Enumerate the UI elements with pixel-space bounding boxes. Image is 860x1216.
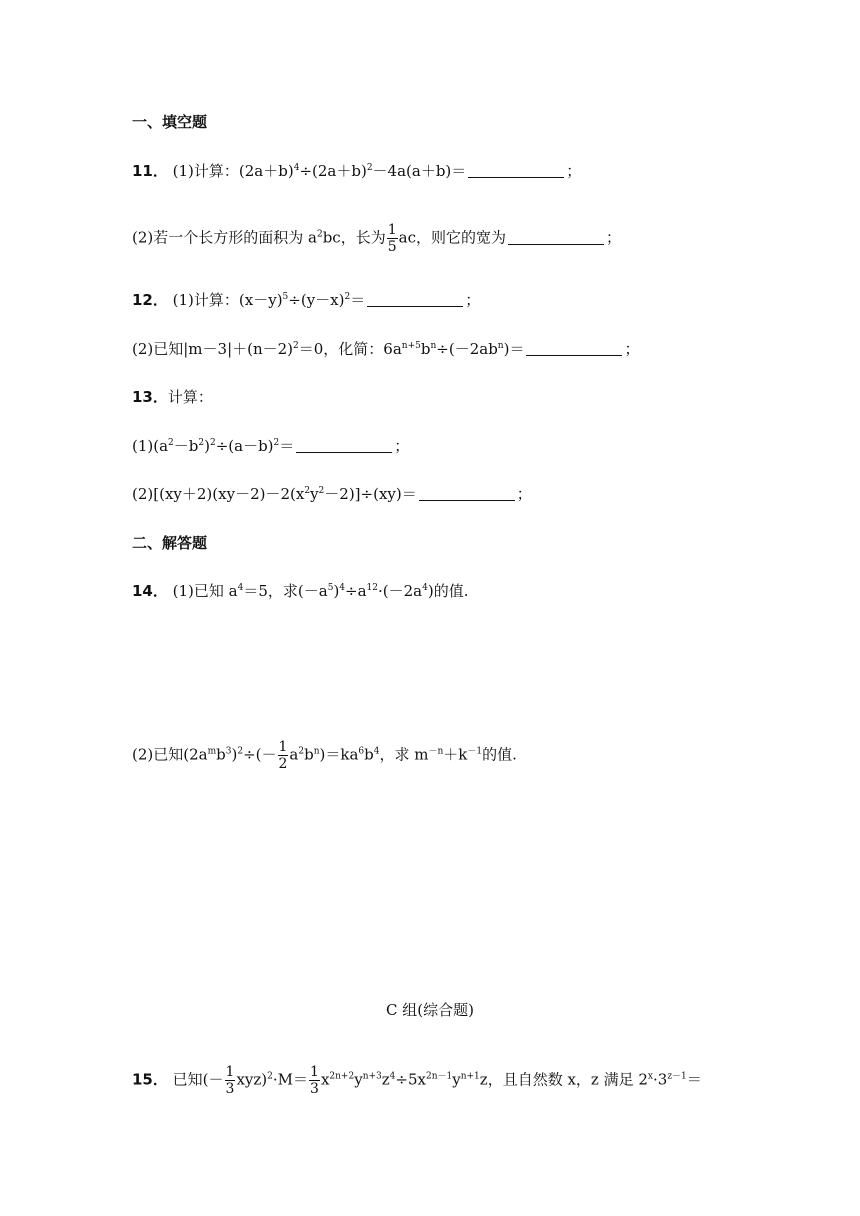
question-11-part-1: 11． (1)计算：$(2a+b)^4\div(2a+b)^2-4a(a+b)=$ ； (132, 162, 582, 180)
answer-blank[interactable] (419, 486, 515, 501)
question-13-part-2: $(2)[(xy+2)(xy-2)-2(x^2y^2-2)]\div(xy)=$ ； (132, 485, 532, 503)
fraction: $\frac{1}{3}$ (310, 1064, 319, 1097)
fraction: $\frac{1}{5}$ (387, 222, 397, 255)
answer-blank[interactable] (508, 230, 604, 245)
question-number: 15． (132, 1070, 168, 1089)
question-number: 14． (132, 582, 168, 600)
answer-blank[interactable] (367, 292, 463, 307)
question-13-part-1: $(1)(a^2-b^2)^2\div(a-b)^2=$ ； (132, 437, 410, 455)
question-number: 11． (132, 162, 168, 180)
question-15: 15． 已知(－ $\frac{1}{3}$ xyz)$^2$·M＝ $\frac{1}{3}$ $x^{2n+2}y^{n+3}z^4\div 5x^{2n-1}y^{n+1}z$，且自然数 x，z 满足 $2^x\cdot 3^{z-1}=$ (132, 1064, 702, 1097)
section-title-fill-in: 一、填空题 (132, 113, 208, 131)
question-12-part-2: (2)已知$|m-3|+(n-2)^2=0$，化简：$6a^{n+5}b^n\div(-2ab^n)=$ ； (132, 340, 640, 358)
question-12-part-1: 12． (1)计算：$(x-y)^5\div(y-x)^2=$ ； (132, 291, 481, 309)
answer-blank[interactable] (296, 438, 392, 453)
question-number: 12． (132, 291, 168, 309)
question-13-label: 13．计算： (132, 388, 213, 406)
answer-blank[interactable] (526, 341, 622, 356)
question-14-part-1: 14． (1)已知 $a^4=5$，求$(-a^5)^4\div a^{12}\cdot(-2a^4)$的值. (132, 582, 469, 600)
group-c-title: C 组(综合题) (386, 1001, 474, 1019)
answer-blank[interactable] (468, 163, 564, 178)
fraction: $\frac{1}{2}$ (278, 739, 288, 772)
question-14-part-2: (2)已知$(2a^mb^3)^2\div(-$ $\frac{1}{2}$ $a^2b^n)=ka^6b^4$，求 $m^{-n}+k^{-1}$的值. (132, 739, 517, 772)
question-number: 13． (132, 388, 168, 406)
question-11-part-2: (2)若一个长方形的面积为 $a^2bc$，长为 $\frac{1}{5}$ ac，则它的宽为 ； (132, 222, 622, 255)
section-title-answer: 二、解答题 (132, 534, 208, 552)
fraction: $\frac{1}{3}$ (225, 1064, 235, 1097)
